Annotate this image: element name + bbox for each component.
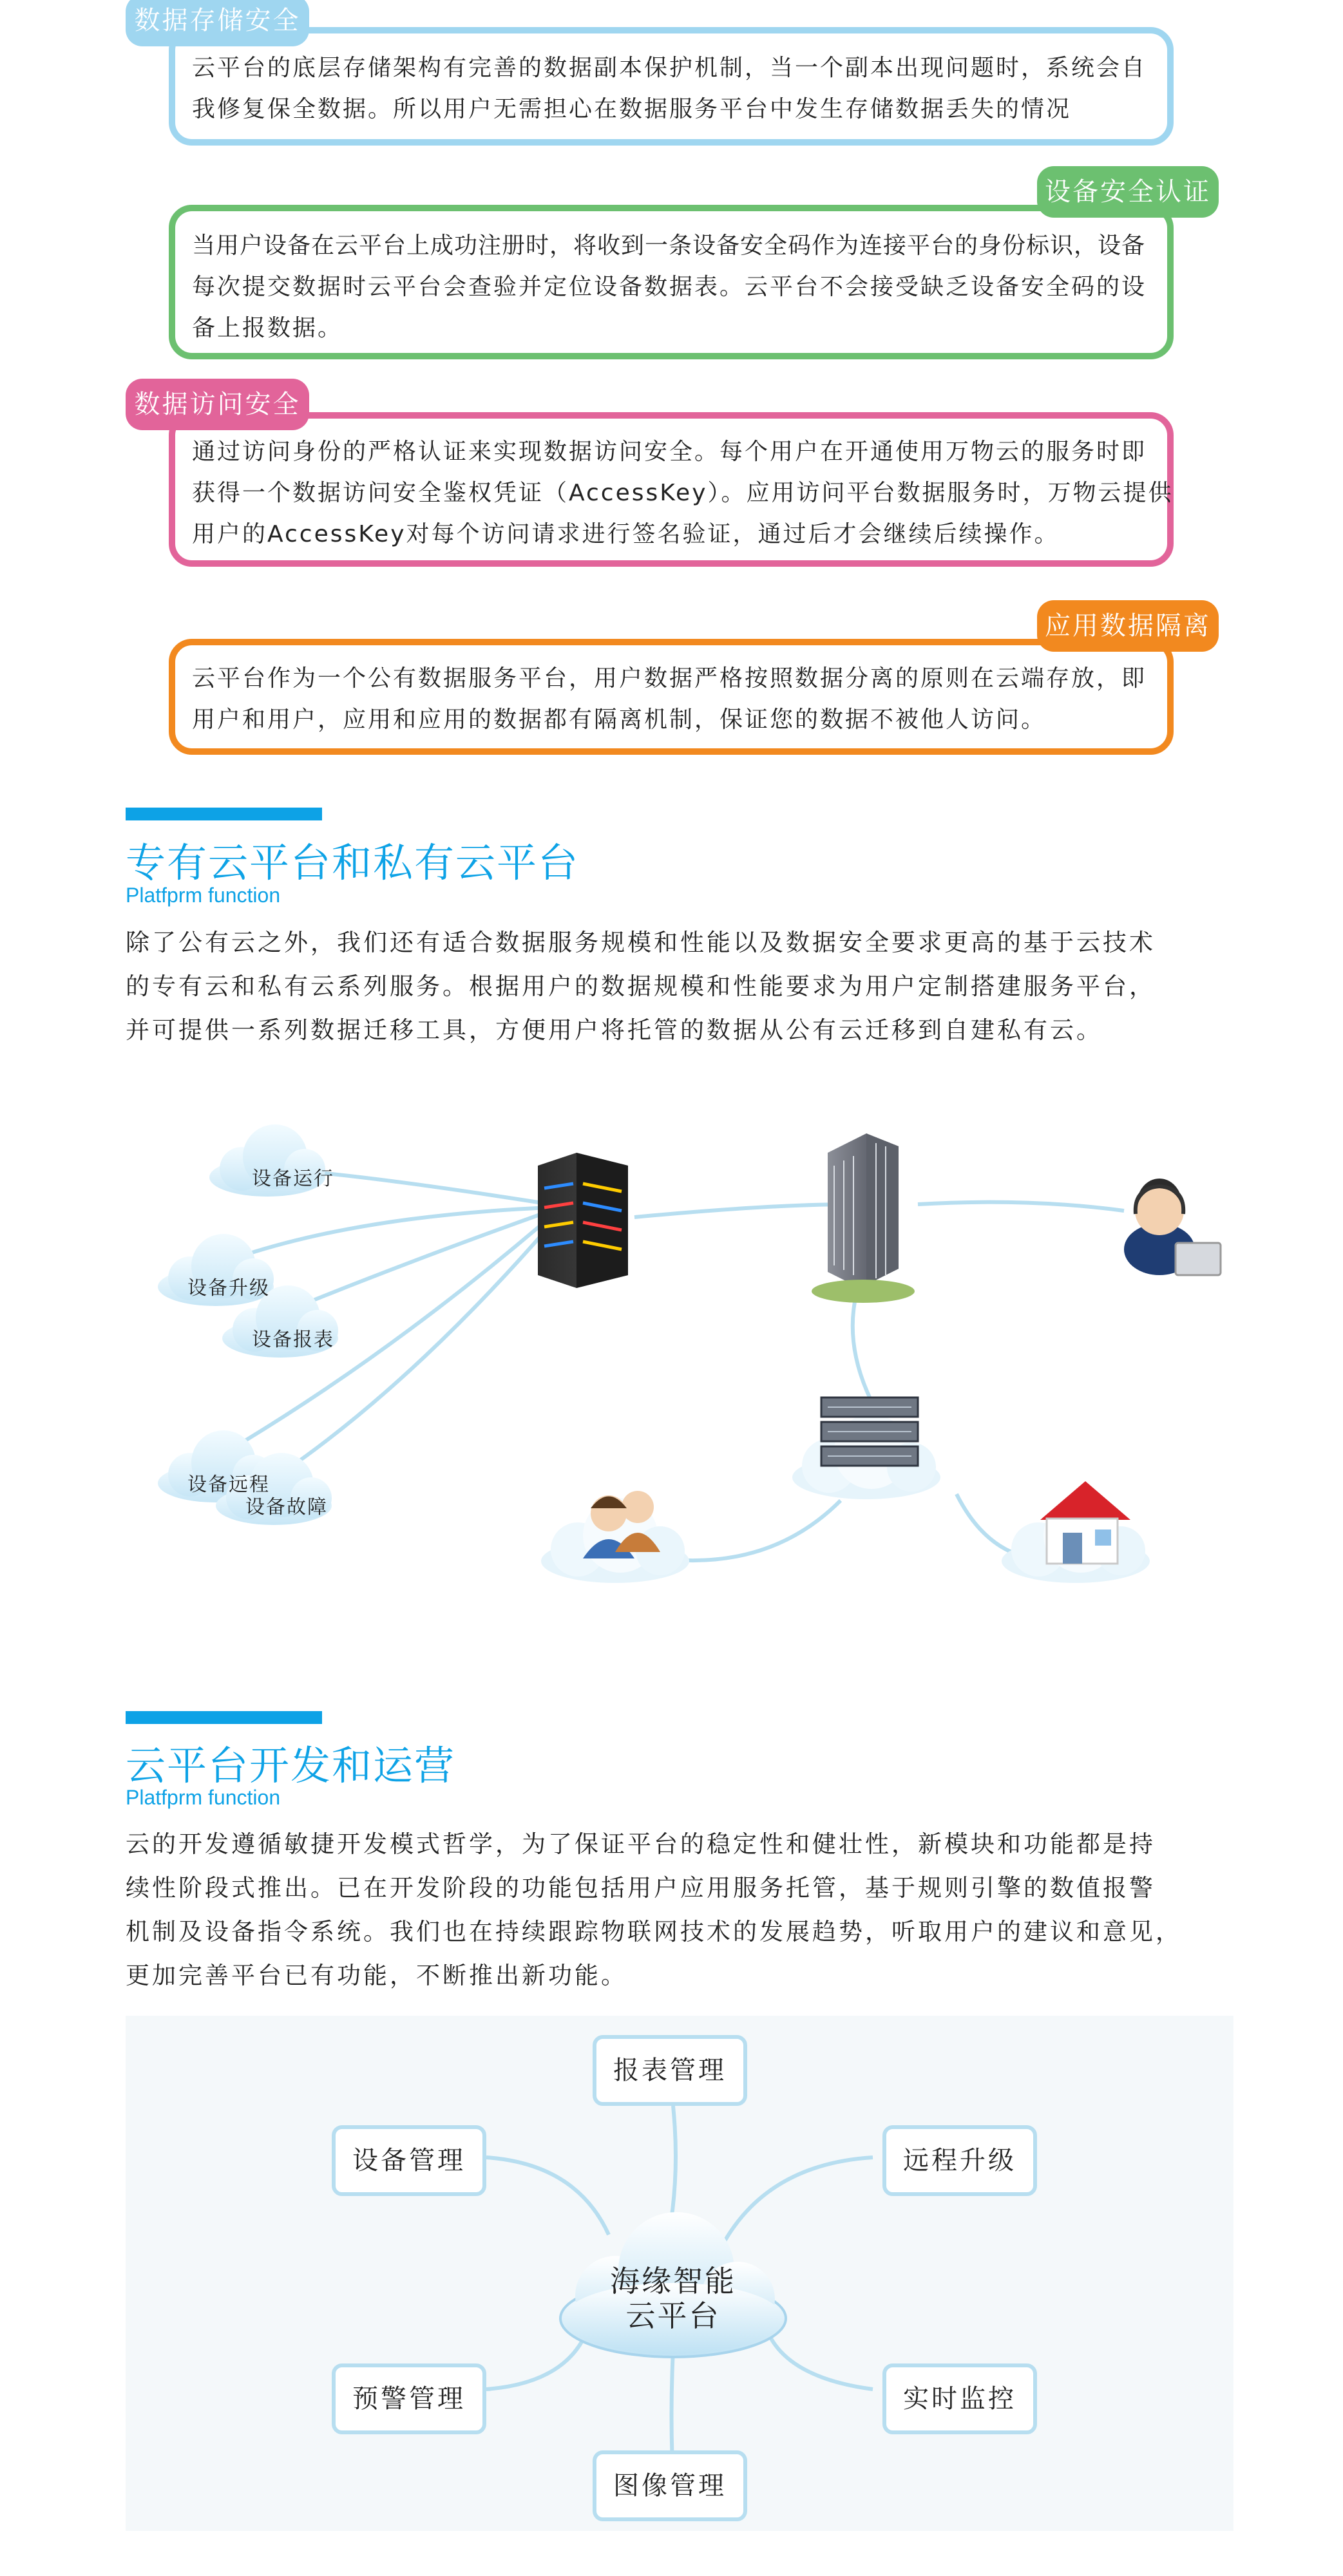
mindmap-node-alert: 预警管理 — [332, 2363, 486, 2434]
section-private-bar — [126, 808, 322, 820]
section-dev-title: 云平台开发和运营 — [126, 1742, 456, 1789]
cloud-label-device-fault: 设备故障 — [245, 1496, 328, 1519]
storage-security-text: 云平台的底层存储架构有完善的数据副本保护机制，当一个副本出现问题时，系统会自 我修复保全数据。所以用户无需担心在数据服务平台中发生存储数据丢失的情况 — [192, 55, 1147, 122]
cloud-server-icon — [792, 1397, 940, 1499]
cloud-label-device-upgrade: 设备升级 — [187, 1277, 270, 1300]
storage-security-tag: 数据存储安全 — [126, 0, 309, 46]
device-auth-box — [169, 205, 1174, 359]
mindmap-node-monitoring: 实时监控 — [882, 2363, 1037, 2434]
isolation-text: 云平台作为一个公有数据服务平台，用户数据严格按照数据分离的原则在云端存放，即 用户和用户，应用和应用的数据都有隔离机制，保证您的数据不被他人访问。 — [192, 665, 1147, 733]
office-building-icon — [812, 1133, 915, 1303]
isolation-box — [169, 639, 1174, 755]
device-auth-tag: 设备安全认证 — [1037, 166, 1219, 218]
isolation-tag: 应用数据隔离 — [1037, 600, 1219, 652]
server-icon — [538, 1153, 628, 1288]
support-agent-icon — [1124, 1179, 1221, 1275]
section-dev-bar — [126, 1711, 322, 1724]
house-cloud-icon — [1002, 1481, 1150, 1583]
mindmap-node-device: 设备管理 — [332, 2125, 486, 2196]
section-private-paragraph: 除了公有云之外，我们还有适合数据服务规模和性能以及数据安全要求更高的基于云技术 的专有云和私有云系列服务。根据用户的数据规模和性能要求为用户定制搭建服务平台， 并可提供一系列数据迁移工具，方便用户将托管的数据从公有云迁移到自建私有云。 — [126, 929, 1156, 1044]
cloud-label-device-remote: 设备远程 — [187, 1473, 270, 1496]
cloud-label-device-report: 设备报表 — [252, 1329, 334, 1351]
mindmap-node-report: 报表管理 — [593, 2035, 747, 2106]
section-dev-subtitle: Platfprm function — [126, 1786, 281, 1809]
section-private-title: 专有云平台和私有云平台 — [126, 839, 580, 886]
device-auth-text: 当用户设备在云平台上成功注册时，将收到一条设备安全码作为连接平台的身份标识，设备 每次提交数据时云平台会查验并定位设备数据表。云平台不会接受缺乏设备安全码的设 备上报数据。 — [192, 232, 1147, 341]
mindmap-node-remote-upgrade: 远程升级 — [882, 2125, 1037, 2196]
access-security-box — [169, 412, 1174, 567]
access-security-text: 通过访问身份的严格认证来实现数据访问安全。每个用户在开通使用万物云的服务时即 获得一个数据访问安全鉴权凭证（AccessKey）。应用访问平台数据服务时，万物云提供 用户的AccessKey对每个访问请求进行签名验证，通过后才会继续后续操作。 — [192, 439, 1174, 547]
section-dev-paragraph: 云的开发遵循敏捷开发模式哲学，为了保证平台的稳定性和健壮性，新模块和功能都是持 续性阶段式推出。已在开发阶段的功能包括用户应用服务托管，基于规则引擎的数值报警 机制及设备指令系统。我们也在持续跟踪物联网技术的发展趋势，听取用户的建议和意见， 更加完善平台已有功能，不断推出新功能。 — [126, 1830, 1182, 1989]
mindmap-center-label: 海缘智能 云平台 — [610, 2264, 736, 2333]
storage-security-box — [169, 27, 1174, 146]
private-cloud-diagram — [126, 1069, 1233, 1649]
users-cloud-icon — [541, 1491, 689, 1583]
mindmap-node-image: 图像管理 — [593, 2450, 747, 2521]
section-private-subtitle: Platfprm function — [126, 884, 281, 907]
cloud-label-device-run: 设备运行 — [252, 1168, 334, 1190]
access-security-tag: 数据访问安全 — [126, 379, 309, 430]
